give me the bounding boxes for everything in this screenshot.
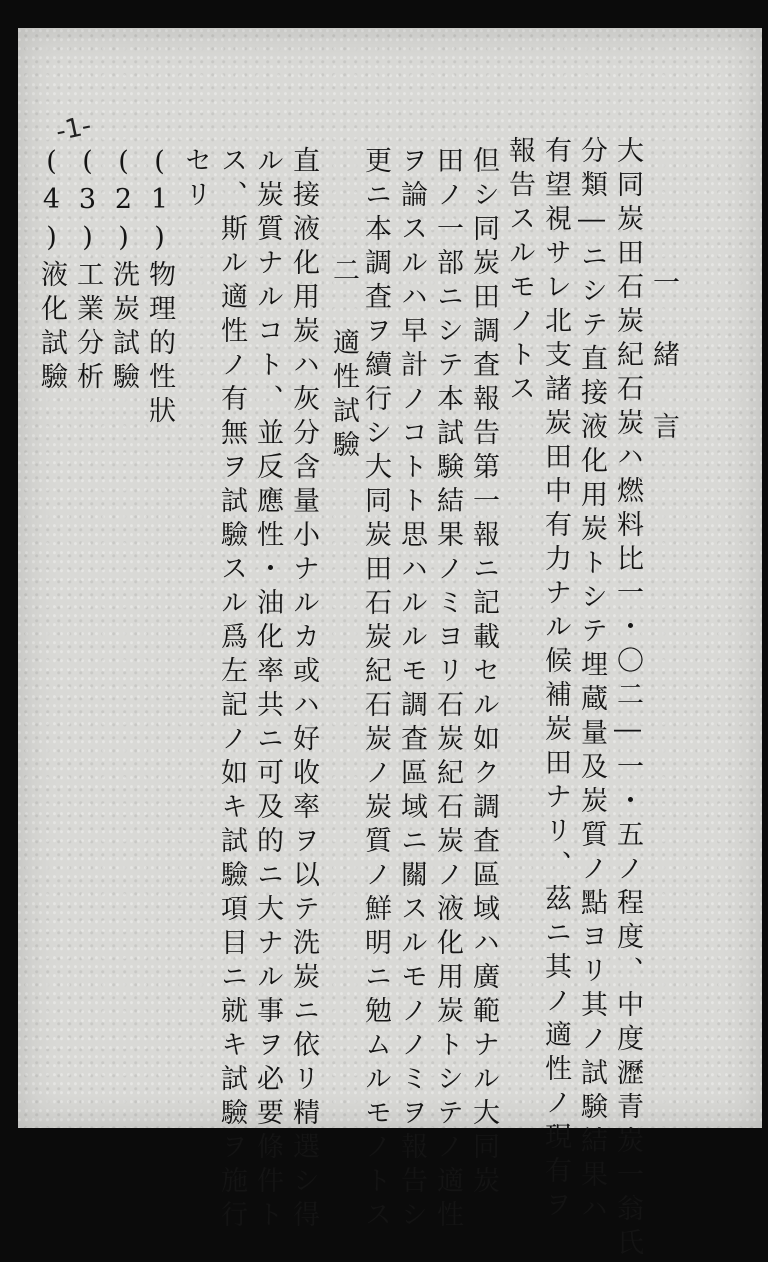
- text-column-1: 大同炭田石炭紀石炭ハ燃料比一・〇二―一・五ノ程度、中度瀝青炭一翁氏: [612, 136, 643, 1262]
- text-column-12: ス、斯ル適性ノ有無ヲ試驗スル爲左記ノ如キ試驗項目ニ就キ試驗ヲ施行: [216, 146, 247, 1234]
- text-column-2: 分類―ニシテ直接液化用炭トシテ埋蔵量及炭質ノ點ヨリ其ノ試験結果ハ: [576, 136, 607, 1228]
- text-column-6: 田ノ一部ニシテ本試験結果ノミヨリ石炭紀石炭ノ液化用炭トシテノ適性: [432, 146, 463, 1234]
- list-item-4: (4)液化試驗: [36, 146, 67, 396]
- list-item-2: (2)洗炭試驗: [108, 146, 139, 396]
- section-heading: 二 適性試驗: [328, 256, 359, 464]
- text-column-10: 直接液化用炭ハ灰分含量小ナルカ或ハ好收率ヲ以テ洗炭ニ依リ精選シ得: [288, 146, 319, 1234]
- text-column-3: 有望視サレ北支諸炭田中有力ナル候補炭田ナリ、茲ニ其ノ適性ノ現有ヲ: [540, 136, 571, 1224]
- text-column-7: ヲ論スルハ早計ノコトト思ハルルモ調査區域ニ關スルモノノミヲ報告シ: [396, 146, 427, 1234]
- list-item-1: (1)物理的性狀: [144, 146, 175, 430]
- document-page: [18, 28, 762, 1262]
- text-column-0: 一 緒 言: [648, 268, 679, 446]
- text-column-4: 報告スルモノトス: [504, 136, 535, 408]
- list-item-3: (3)工業分析: [72, 146, 103, 396]
- text-column-11: ル炭質ナルコト、並反應性・油化率共ニ可及的ニ大ナル事ヲ必要條件ト: [252, 146, 283, 1234]
- text-column-8: 更ニ本調査ヲ續行シ大同炭田石炭紀石炭ノ炭質ノ鮮明ニ勉ムルモノトス: [360, 146, 391, 1234]
- text-column-13: セリ: [180, 146, 211, 214]
- page-number: -1-: [53, 110, 95, 148]
- text-column-5: 但シ同炭田調査報告第一報ニ記載セル如ク調査區域ハ廣範ナル大同炭: [468, 146, 499, 1200]
